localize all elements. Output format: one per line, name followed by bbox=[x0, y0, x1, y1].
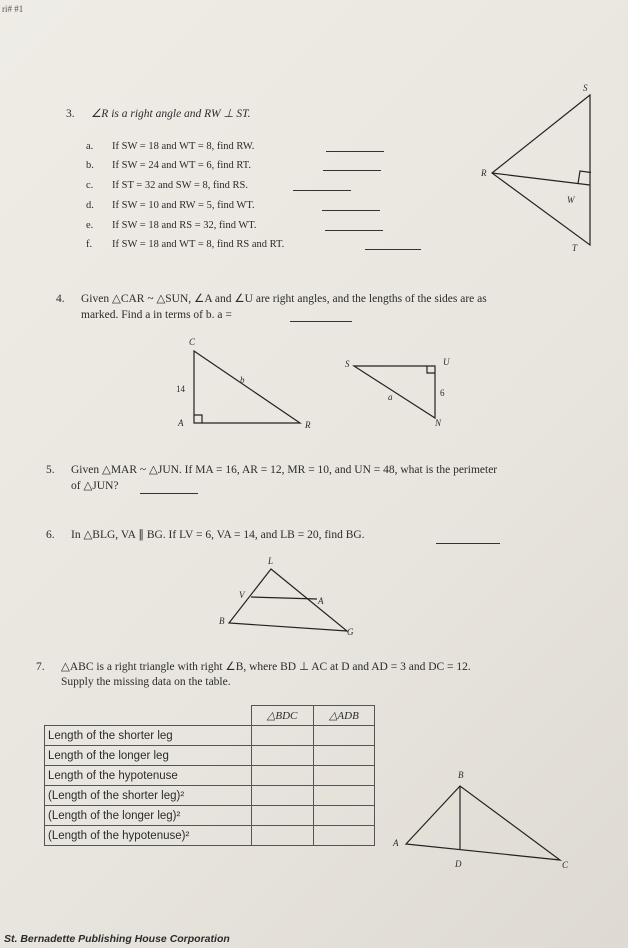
q7-line1: △ABC is a right triangle with right ∠B, where BD ⊥ AC at D and AD = 3 and DC = 12. bbox=[61, 661, 471, 673]
header-adb: △ADB bbox=[313, 706, 374, 726]
q3-prompt: ∠R is a right angle and RW ⊥ ST. bbox=[91, 108, 251, 120]
q5-number: 5. bbox=[46, 464, 55, 476]
label-n: N bbox=[435, 418, 442, 428]
q5-line1: Given △MAR ~ △JUN. If MA = 16, AR = 12, MR = 10, and UN = 48, what is the perimeter bbox=[71, 464, 498, 476]
cell-bdc-3[interactable] bbox=[251, 786, 313, 806]
q4-triangle-sun bbox=[350, 362, 440, 422]
q7-number: 7. bbox=[36, 661, 45, 673]
table-row: Length of the longer leg bbox=[45, 746, 375, 766]
table-row: Length of the hypotenuse bbox=[45, 766, 375, 786]
label-s: S bbox=[583, 83, 588, 93]
publisher-footer: St. Bernadette Publishing House Corporation bbox=[4, 933, 230, 945]
label-r: R bbox=[481, 168, 487, 178]
q6-number: 6. bbox=[46, 529, 55, 541]
side-ca-length: 14 bbox=[176, 384, 185, 394]
side-un-length: 6 bbox=[440, 388, 445, 398]
label-g: G bbox=[347, 627, 354, 637]
q4-line2: marked. Find a in terms of b. a = bbox=[81, 309, 232, 321]
q4-triangle-car bbox=[190, 345, 310, 430]
cell-adb-0[interactable] bbox=[313, 726, 374, 746]
header-bdc: △BDC bbox=[251, 706, 313, 726]
triangle-srt bbox=[492, 95, 590, 245]
cell-adb-5[interactable] bbox=[313, 826, 374, 846]
q3-triangle-figure bbox=[470, 85, 600, 255]
q3-answer-a[interactable] bbox=[326, 141, 384, 152]
cell-bdc-4[interactable] bbox=[251, 806, 313, 826]
q5-answer[interactable] bbox=[140, 483, 198, 494]
q4-answer[interactable] bbox=[290, 311, 352, 322]
q3-item-c-text: If ST = 32 and SW = 8, find RS. bbox=[112, 180, 249, 191]
q3-answer-c[interactable] bbox=[293, 180, 351, 191]
label-v: V bbox=[239, 590, 245, 600]
cell-adb-3[interactable] bbox=[313, 786, 374, 806]
q6-text: In △BLG, VA ∥ BG. If LV = 6, VA = 14, and LB = 20, find BG. bbox=[71, 529, 365, 541]
cell-bdc-2[interactable] bbox=[251, 766, 313, 786]
table-row: (Length of the longer leg)² bbox=[45, 806, 375, 826]
cell-adb-2[interactable] bbox=[313, 766, 374, 786]
q4-number: 4. bbox=[56, 293, 65, 305]
label-b: B bbox=[219, 616, 225, 626]
label-r-fig1: R bbox=[305, 420, 311, 430]
label-c-fig7: C bbox=[562, 860, 569, 870]
cell-bdc-0[interactable] bbox=[251, 726, 313, 746]
cell-bdc-5[interactable] bbox=[251, 826, 313, 846]
label-a-fig6: A bbox=[318, 596, 324, 606]
q3-item-e-text: If SW = 18 and RS = 32, find WT. bbox=[112, 220, 257, 231]
side-a-label: a bbox=[388, 392, 393, 402]
q6-answer[interactable] bbox=[436, 533, 500, 544]
table-row: (Length of the hypotenuse)² bbox=[45, 826, 375, 846]
cell-bdc-1[interactable] bbox=[251, 746, 313, 766]
label-s-fig2: S bbox=[345, 359, 350, 369]
label-t: T bbox=[572, 243, 578, 253]
q4-line1: Given △CAR ~ △SUN, ∠A and ∠U are right angles, and the lengths of the sides are as bbox=[81, 293, 487, 305]
q3-item-d-text: If SW = 10 and RW = 5, find WT. bbox=[112, 200, 255, 211]
label-d: D bbox=[455, 859, 462, 869]
q3-answer-f[interactable] bbox=[365, 239, 421, 250]
q3-answer-d[interactable] bbox=[322, 200, 380, 211]
label-b-fig7: B bbox=[458, 770, 464, 780]
label-l: L bbox=[268, 556, 274, 566]
table-header-row bbox=[45, 706, 375, 726]
q3-item-f-text: If SW = 18 and WT = 8, find RS and RT. bbox=[112, 239, 285, 250]
label-c: C bbox=[189, 337, 196, 347]
q7-table bbox=[44, 705, 375, 846]
table-row: Length of the shorter leg bbox=[45, 726, 375, 746]
label-u: U bbox=[443, 357, 450, 367]
label-w: W bbox=[567, 195, 575, 205]
corner-label: ri# #1 bbox=[2, 4, 24, 14]
q3-answer-b[interactable] bbox=[323, 160, 381, 171]
q3-item-a-text: If SW = 18 and WT = 8, find RW. bbox=[112, 141, 255, 152]
label-a-fig7: A bbox=[393, 838, 399, 848]
q5-line2: of △JUN? bbox=[71, 480, 119, 492]
label-a: A bbox=[178, 418, 184, 428]
q3-item-b-text: If SW = 24 and WT = 6, find RT. bbox=[112, 160, 252, 171]
cell-adb-4[interactable] bbox=[313, 806, 374, 826]
right-angle-mark bbox=[578, 171, 591, 184]
q3-number: 3. bbox=[66, 108, 75, 120]
q7-line2: Supply the missing data on the table. bbox=[61, 676, 231, 688]
table-row: (Length of the shorter leg)² bbox=[45, 786, 375, 806]
q6-triangle-figure bbox=[225, 565, 355, 640]
cell-adb-1[interactable] bbox=[313, 746, 374, 766]
q3-answer-e[interactable] bbox=[325, 220, 383, 231]
side-b-label: b bbox=[240, 375, 245, 385]
q7-triangle-figure bbox=[400, 780, 570, 870]
